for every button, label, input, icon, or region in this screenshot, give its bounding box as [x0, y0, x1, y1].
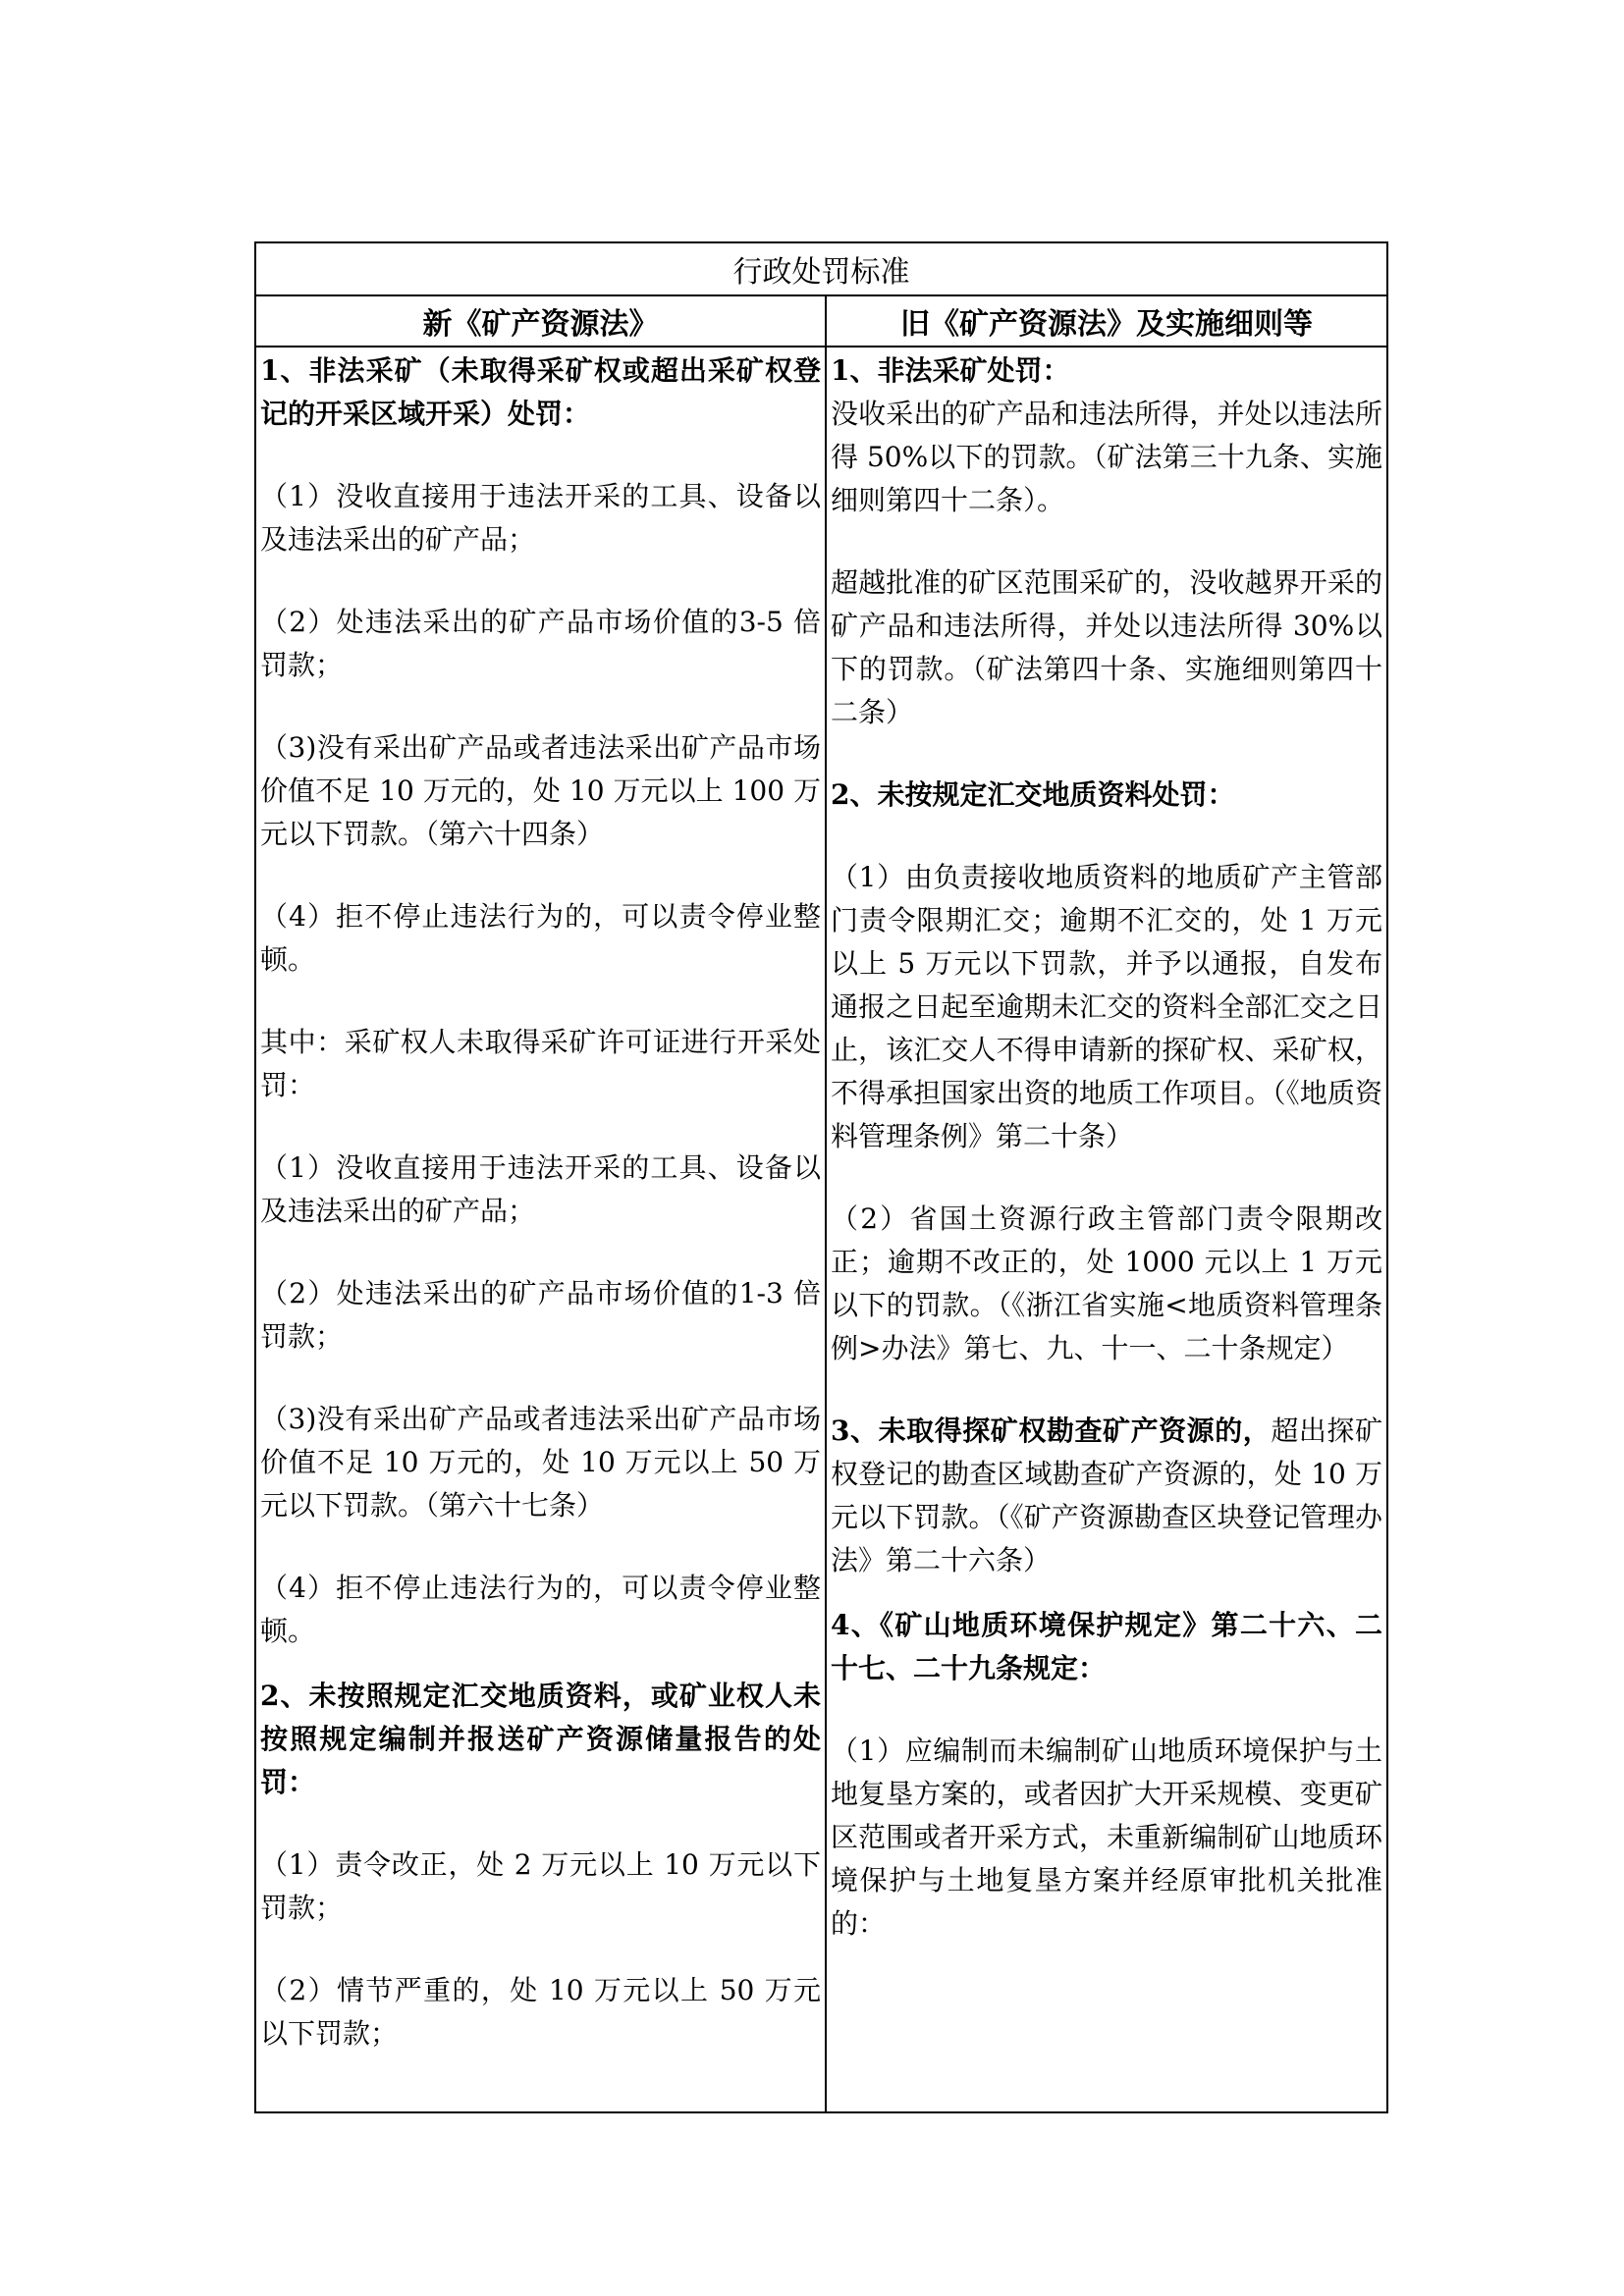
- body-row: [256, 347, 1386, 2111]
- new-section-1-sub-item-3: （3)没有采出矿产品或者违法采出矿产品市场价值不足 10 万元的，处 10 万元以上 50 万元以下罚款。（第六十七条）: [260, 1403, 821, 1522]
- penalty-standards-table: [254, 241, 1388, 2113]
- old-law-column: [827, 347, 1386, 2111]
- old-section-3-heading: 3、未取得探矿权勘查矿产资源的，: [831, 1415, 1272, 1447]
- old-section-2-heading: 2、未按规定汇交地质资料处罚：: [831, 778, 1235, 811]
- new-section-1-sub-item-2: （2）处违法采出的矿产品市场价值的1-3 倍罚款；: [260, 1277, 821, 1353]
- new-section-1-item-3: （3)没有采出矿产品或者违法采出矿产品市场价值不足 10 万元的，处 10 万元以上 100 万元以下罚款。（第六十四条）: [260, 731, 821, 850]
- old-section-2-item-2: （2）省国土资源行政主管部门责令限期改正；逾期不改正的，处 1000 元以上 1 万元以下的罚款。（《浙江省实施<地质资料管理条例>办法》第七、九、十一、二十条规定）: [831, 1202, 1382, 1364]
- old-section-3-paragraph: [831, 1410, 1382, 1582]
- old-section-1-para-1: 没收采出的矿产品和违法所得，并处以违法所得 50%以下的罚款。（矿法第三十九条、实施细则第四十二条）。: [831, 398, 1382, 516]
- new-section-2-item-1: （1）责令改正，处 2 万元以上 10 万元以下罚款；: [260, 1848, 821, 1924]
- new-section-1-item-4: （4）拒不停止违法行为的，可以责令停业整顿。: [260, 900, 821, 976]
- new-section-1-subheading: 其中：采矿权人未取得采矿许可证进行开采处罚：: [260, 1026, 821, 1101]
- new-section-1-sub-item-4: （4）拒不停止违法行为的，可以责令停业整顿。: [260, 1572, 821, 1647]
- old-section-1-para-2: 超越批准的矿区范围采矿的，没收越界开采的矿产品和违法所得，并处以违法所得 30%以下的罚款。（矿法第四十条、实施细则第四十二条）: [831, 566, 1382, 728]
- new-section-1-item-2: （2）处违法采出的矿产品市场价值的3-5 倍罚款；: [260, 606, 821, 681]
- new-law-column: [256, 347, 827, 2111]
- table-title: 行政处罚标准: [256, 243, 1386, 296]
- old-section-4-item-1: （1）应编制而未编制矿山地质环境保护与土地复垦方案的，或者因扩大开采规模、变更矿区范围或者开采方式，未重新编制矿山地质环境保护与土地复垦方案并经原审批机关批准的：: [831, 1735, 1382, 1940]
- old-section-2-item-1: （1）由负责接收地质资料的地质矿产主管部门责令限期汇交；逾期不汇交的，处 1 万元以上 5 万元以下罚款，并予以通报，自发布通报之日起至逾期未汇交的资料全部汇交之日止，该汇交人不得申请新的探矿权、采矿权，不得承担国家出资的地质工作项目。（《地质资料管理条例》第二十条）: [831, 861, 1382, 1152]
- old-section-3-text: 超出探矿权登记的勘查区域勘查矿产资源的，处 10 万元以下罚款。（《矿产资源勘查区块登记管理办法》第二十六条）: [831, 1415, 1382, 1576]
- old-section-1-heading: 1、非法采矿处罚：: [831, 354, 1070, 387]
- header-row: [256, 296, 1386, 347]
- new-section-2-heading: 2、未按照规定汇交地质资料，或矿业权人未按照规定编制并报送矿产资源储量报告的处罚：: [260, 1680, 821, 1798]
- new-section-1-sub-item-1: （1）没收直接用于违法开采的工具、设备以及违法采出的矿产品；: [260, 1151, 821, 1227]
- new-section-1-heading: 1、非法采矿（未取得采矿权或超出采矿权登记的开采区域开采）处罚：: [260, 354, 821, 430]
- new-section-1-item-1: （1）没收直接用于违法开采的工具、设备以及违法采出的矿产品；: [260, 480, 821, 556]
- new-section-2-item-2: （2）情节严重的，处 10 万元以上 50 万元以下罚款；: [260, 1974, 821, 2050]
- header-old-law: 旧《矿产资源法》及实施细则等: [900, 307, 1313, 342]
- old-section-4-heading: 4、《矿山地质环境保护规定》第二十六、二十七、二十九条规定：: [831, 1609, 1382, 1684]
- header-new-law: 新《矿产资源法》: [256, 296, 827, 346]
